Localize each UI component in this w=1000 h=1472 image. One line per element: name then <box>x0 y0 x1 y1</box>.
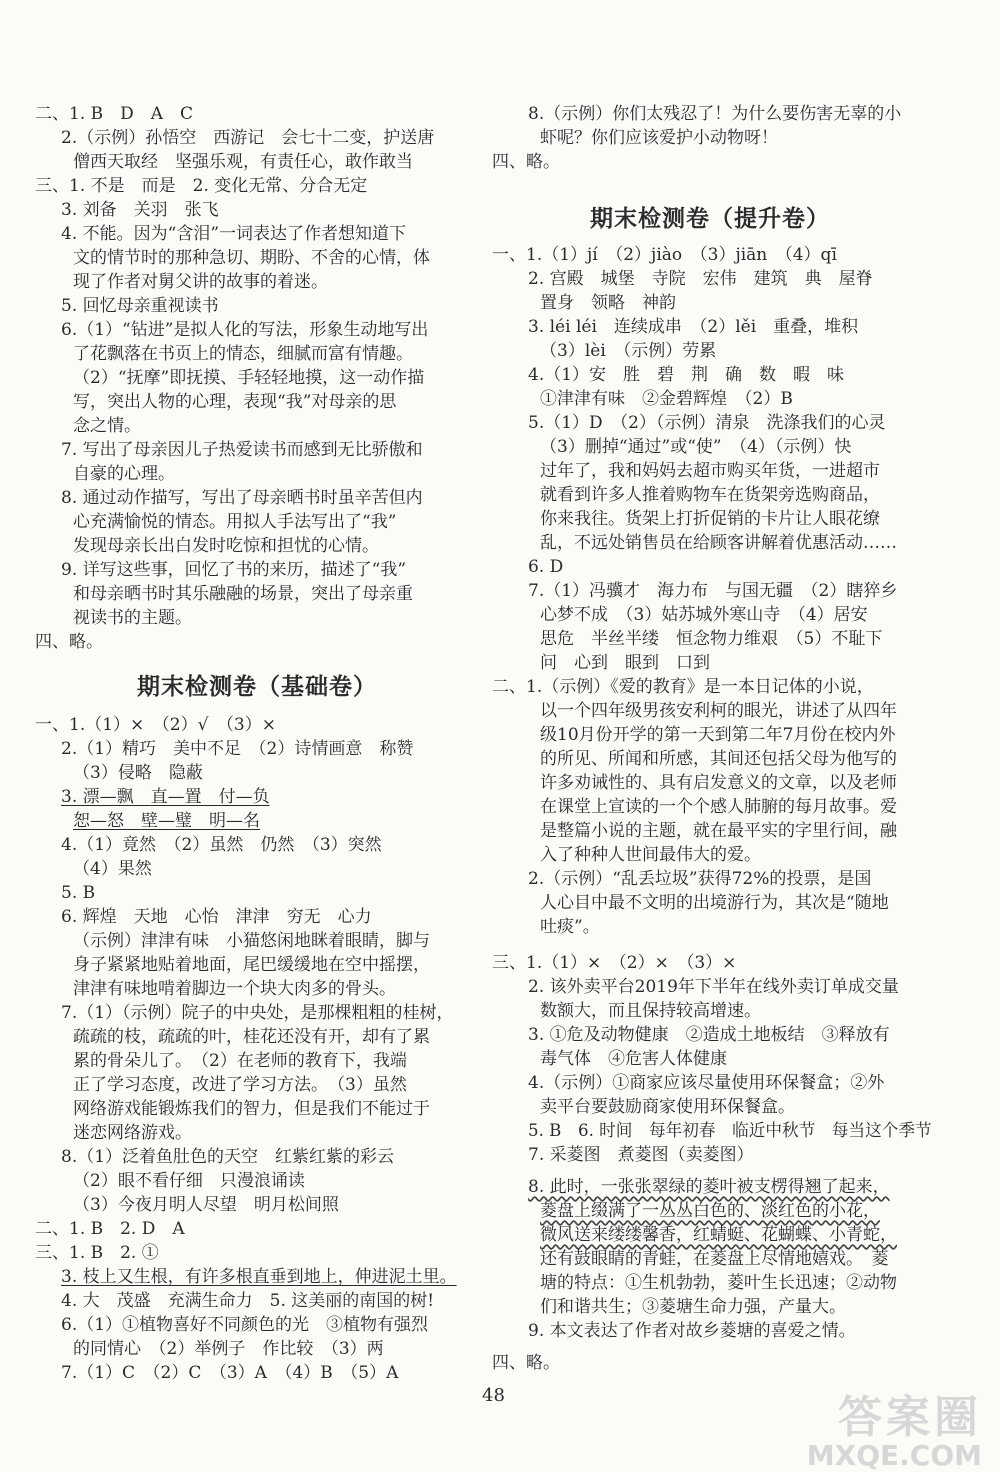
text-line: 3. 漂—飘 直—置 付—负 <box>61 787 270 807</box>
text-line: （2）“抚摩”即抚摸、手轻轻地摸，这一动作描 <box>73 368 425 388</box>
text-line: 2.（1）精巧 美中不足 （2）诗情画意 称赞 <box>61 739 414 759</box>
text-line: 8.（1）泛着鱼肚色的天空 红紫红紫的彩云 <box>61 1147 395 1167</box>
text-line: 乱，不远处销售员在给顾客讲解着优惠活动…… <box>540 533 897 553</box>
text-line: 人心目中最不文明的出境游行为，其次是“随地 <box>540 893 889 913</box>
text-line: 级10月份开学的第一天到第二年7月份在校内外 <box>540 725 896 745</box>
text-line: 卖平台要鼓励商家使用环保餐盒。 <box>540 1097 795 1117</box>
text-line: 2. 该外卖平台2019年下半年在线外卖订单成交量 <box>528 977 899 997</box>
text-line: 和母亲晒书时其乐融融的场景，突出了母亲重 <box>73 584 413 604</box>
text-line: 毒气体 ④危害人体健康 <box>540 1049 727 1069</box>
text-line: 3. ①危及动物健康 ②造成土地板结 ③释放有 <box>528 1025 890 1045</box>
text-line: 心梦不成 （3）姑苏城外寒山寺 （4）居安 <box>540 605 868 625</box>
text-line: 了花飘落在书页上的情态，细腻而富有情趣。 <box>73 344 413 364</box>
text-line: 以一个四年级男孩安利柯的眼光，讲述了从四年 <box>540 701 897 721</box>
text-line: （3）今夜月明人尽望 明月松间照 <box>73 1195 339 1215</box>
text-line: 5. 回忆母亲重视读书 <box>61 296 219 316</box>
text-line: 4.（1）竟然 （2）虽然 仍然 （3）突然 <box>61 835 382 855</box>
text-line: 4. 大 茂盛 充满生命力 5. 这美丽的南国的树! <box>61 1291 435 1311</box>
text-line: 三、1. B 2. ① <box>35 1243 159 1263</box>
text-line: （示例）津津有味 小猫悠闲地眯着眼睛，脚与 <box>73 931 430 951</box>
text-line: 数额大，而且保持较高增速。 <box>540 1001 761 1021</box>
text-line: 疏疏的枝，疏疏的叶，桂花还没有开，却有了累 <box>73 1027 430 1047</box>
text-line: 微风送来缕缕馨香，红蜻蜓、花蝴蝶、小青蛇， <box>540 1225 897 1245</box>
section-title: 期末检测卷（基础卷） <box>137 674 377 700</box>
watermark-url: MXQE.COM <box>806 1439 982 1472</box>
text-line: 5. B 6. 时间 每年初春 临近中秋节 每当这个季节 <box>528 1121 932 1141</box>
text-line: 2.（示例）“乱丢垃圾”获得72%的投票，是国 <box>528 869 872 889</box>
text-line: 5. B <box>61 883 96 903</box>
text-line: 自豪的心理。 <box>73 464 175 484</box>
text-line: 恕—怒 壁—璧 明—名 <box>73 811 260 831</box>
text-line: 你来我往。货架上打折促销的卡片让人眼花缭 <box>540 509 880 529</box>
text-line: 菱盘上缀满了一丛丛白色的、淡红色的小花， <box>540 1201 880 1221</box>
text-line: 三、1.（1）× （2）× （3）× <box>492 953 737 973</box>
text-line: 在课堂上宣读的一个个感人肺腑的每月故事。爱 <box>540 797 897 817</box>
text-line: 发现母亲长出白发时吃惊和担忧的心情。 <box>73 536 379 556</box>
text-line: 还有鼓眼睛的青蛙，在菱盘上尽情地嬉戏。 菱 <box>540 1249 889 1269</box>
text-line: （4）果然 <box>73 859 152 879</box>
text-line: 3. léi léi 连续成串 （2）lěi 重叠，堆积 <box>528 317 859 337</box>
text-line: 7.（1）冯骥才 海力布 与国无疆 （2）瞎猝乡 <box>528 581 898 601</box>
text-line: 2. 宫殿 城堡 寺院 宏伟 建筑 典 屋脊 <box>528 269 873 289</box>
text-line: 僧西天取经 坚强乐观，有责任心，敢作敢当 <box>73 152 413 172</box>
text-line: 3. 刘备 关羽 张飞 <box>61 200 219 220</box>
text-line: 许多劝诫性的、具有启发意义的文章，以及老师 <box>540 773 897 793</box>
text-line: 二、1. B 2. D A <box>35 1219 185 1239</box>
text-line: 四、略。 <box>35 632 103 652</box>
text-line: 视读书的主题。 <box>73 608 192 628</box>
text-line: 四、略。 <box>492 1353 560 1373</box>
text-line: 8.（示例）你们太残忍了！为什么要伤害无辜的小 <box>528 104 902 124</box>
text-line: 7.（1）（示例）院子的中央处，是那棵粗粗的桂树， <box>61 1003 454 1023</box>
text-line: 四、略。 <box>492 152 560 172</box>
text-line: 三、1. 不是 而是 2. 变化无常、分合无定 <box>35 176 368 196</box>
text-line: 7. 采菱图 煮菱图（卖菱图） <box>528 1145 754 1165</box>
text-line: 7.（1）C （2）C （3）A （4）B （5）A <box>61 1363 399 1383</box>
text-line: 正了学习态度，改进了学习方法。 （3）虽然 <box>73 1075 407 1095</box>
text-line: 4.（1）安 胜 碧 荆 确 数 暇 味 <box>528 365 845 385</box>
text-line: 的同情心 （2）举例子 作比较 （3）两 <box>73 1339 384 1359</box>
text-line: 8. 此时，一张张翠绿的菱叶被支楞得翘了起来， <box>528 1177 890 1197</box>
text-line: 吐痰”。 <box>540 917 600 937</box>
text-line: 2.（示例）孙悟空 西游记 会七十二变，护送唐 <box>61 128 435 148</box>
page-number: 48 <box>482 1385 505 1406</box>
text-line: 一、1.（1）jí （2）jiào （3）jiān （4）qī <box>492 245 837 265</box>
text-line: 置身 领略 神韵 <box>540 293 676 313</box>
text-line: 津津有味地啃着脚边一个块大肉多的骨头。 <box>73 979 396 999</box>
text-line: 累的骨朵儿了。 （2）在老师的教育下，我端 <box>73 1051 407 1071</box>
text-line: 的所见、所闻和所感，其间还包括父母为他写的 <box>540 749 897 769</box>
text-line: （3）lèi （示例）劳累 <box>540 341 717 361</box>
text-line: （3）侵略 隐蔽 <box>73 763 203 783</box>
watermark-logo <box>806 1392 982 1472</box>
text-line: 6.（1）“钻进”是拟人化的写法，形象生动地写出 <box>61 320 429 340</box>
text-line: 文的情节时的那种急切、期盼、不舍的心情，体 <box>73 248 430 268</box>
text-line: 网络游戏能锻炼我们的智力，但是我们不能过于 <box>73 1099 430 1119</box>
text-line: 6.（1）①植物喜好不同颜色的光 ③植物有强烈 <box>61 1315 429 1335</box>
text-line: 入了种种人世间最伟大的爱。 <box>540 845 761 865</box>
text-line: 心充满愉悦的情态。用拟人手法写出了“我” <box>73 512 397 532</box>
text-line: 4.（示例）①商家应该尽量使用环保餐盒；②外 <box>528 1073 885 1093</box>
text-line: 二、1.（示例）《爱的教育》是一本日记体的小说， <box>492 677 874 697</box>
text-line: 7. 写出了母亲因儿子热爱读书而感到无比骄傲和 <box>61 440 423 460</box>
section-title: 期末检测卷（提升卷） <box>590 206 830 232</box>
text-line: 就看到许多人推着购物车在货架旁选购商品， <box>540 485 880 505</box>
text-line: （2）眼不看仔细 只漫浪诵读 <box>73 1171 305 1191</box>
text-line: 4. 不能。因为“含泪”一词表达了作者想知道下 <box>61 224 407 244</box>
text-line: 6. D <box>528 557 564 577</box>
text-line: 二、1. B D A C <box>35 104 194 124</box>
text-line: 9. 本文表达了作者对故乡菱塘的喜爱之情。 <box>528 1321 856 1341</box>
text-line: 5.（1）D （2）（示例）清泉 洗涤我们的心灵 <box>528 413 886 433</box>
text-line: 虾呢？你们应该爱护小动物呀！ <box>540 128 778 148</box>
text-line: 塘的特点：①生机勃勃，菱叶生长迅速；②动物 <box>540 1273 897 1293</box>
text-line: 问 心到 眼到 口到 <box>540 653 710 673</box>
text-line: 9. 详写这些事，回忆了书的来历，描述了“我” <box>61 560 407 580</box>
text-line: 们和谐共生；③菱塘生命力强，产量大。 <box>540 1297 846 1317</box>
text-line: 一、1.（1）× （2）√ （3）× <box>35 715 276 735</box>
text-line: 3. 枝上又生根，有许多根直垂到地上，伸进泥土里。 <box>61 1267 457 1287</box>
text-line: 6. 辉煌 天地 心怡 津津 穷无 心力 <box>61 907 372 927</box>
text-line: 是整篇小说的主题，就在最平实的字里行间，融 <box>540 821 897 841</box>
text-line: 迷恋网络游戏。 <box>73 1123 192 1143</box>
text-line: 思危 半丝半缕 恒念物力维艰 （5）不耻下 <box>540 629 883 649</box>
text-line: 身子紧紧地贴着地面，尾巴缓缓地在空中摇摆， <box>73 955 430 975</box>
text-line: 过年了，我和妈妈去超市购买年货，一进超市 <box>540 461 880 481</box>
text-line: （3）删掉“通过”或“使” （4）（示例）快 <box>540 437 852 457</box>
text-line: 现了作者对舅父讲的故事的着迷。 <box>73 272 328 292</box>
text-line: 念之情。 <box>73 416 141 436</box>
text-line: ①津津有味 ②金碧辉煌 （2）B <box>540 389 793 409</box>
watermark-text: 答案圈 <box>838 1392 982 1443</box>
text-line: 8. 通过动作描写，写出了母亲晒书时虽辛苦但内 <box>61 488 423 508</box>
text-line: 写，突出人物的心理，表现“我”对母亲的思 <box>73 392 397 412</box>
